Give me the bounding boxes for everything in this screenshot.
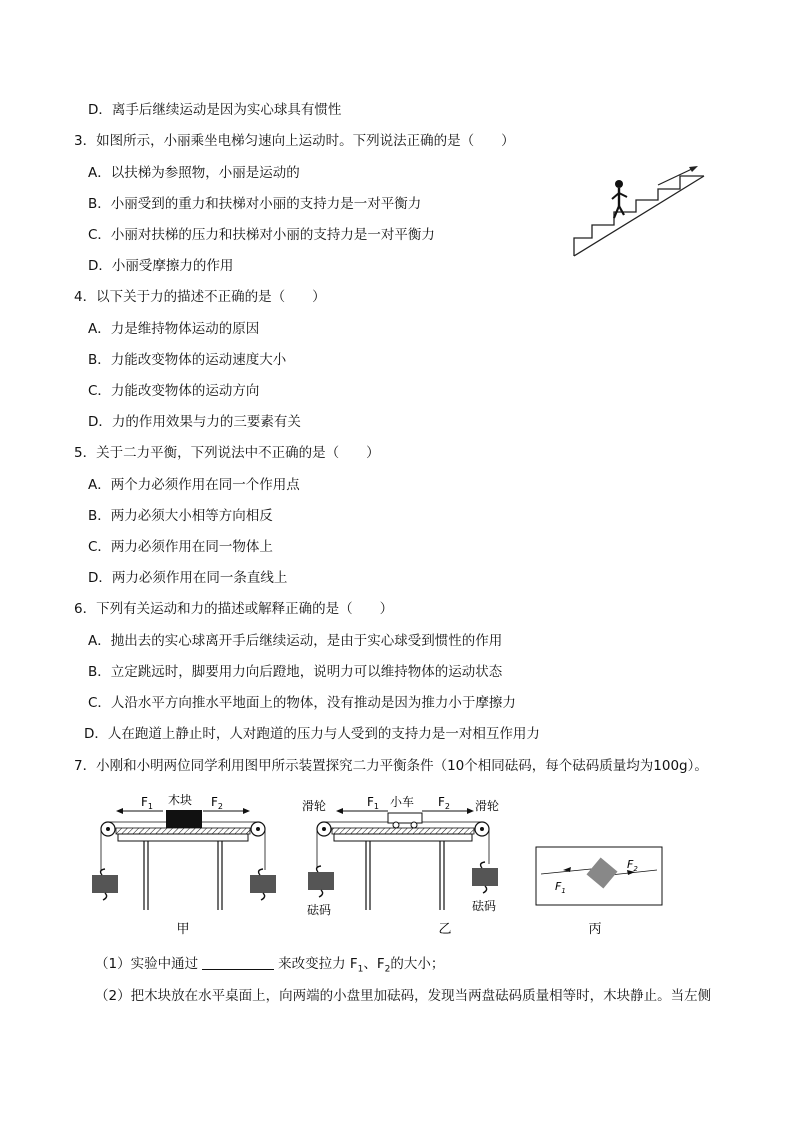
q3-option-c: C．小丽对扶梯的压力和扶梯对小丽的支持力是一对平衡力: [88, 227, 435, 243]
escalator-figure: [570, 162, 715, 260]
figure-bing: [535, 846, 665, 938]
q3-option-a: A．以扶梯为参照物，小丽是运动的: [88, 165, 300, 181]
q6-option-c: C．人沿水平方向推水平地面上的物体，没有推动是因为推力小于摩擦力: [88, 695, 516, 711]
jia-caption: 甲: [176, 922, 190, 937]
yi-weight-left-label: 砝码: [307, 903, 332, 917]
yi-cart-label: 小车: [390, 795, 415, 809]
q5-option-b: B．两力必须大小相等方向相反: [88, 508, 273, 524]
q4-option-d: D．力的作用效果与力的三要素有关: [88, 414, 301, 430]
q3-stem: 3．如图所示，小丽乘坐电梯匀速向上运动时。下列说法正确的是（ ）: [74, 133, 515, 149]
q2-option-d: D．离手后继续运动是因为实心球具有惯性: [88, 102, 342, 118]
yi-f1-label: $F_1$: [367, 795, 379, 811]
q6-stem: 6．下列有关运动和力的描述或解释正确的是（ ）: [74, 601, 394, 617]
wooden-block: [166, 810, 202, 828]
yi-pulley-right-label: 滑轮: [475, 799, 500, 813]
q6-option-b: B．立定跳远时，脚要用力向后蹬地，说明力可以维持物体的运动状态: [88, 664, 503, 680]
q3-option-d: D．小丽受摩擦力的作用: [88, 258, 234, 274]
jia-block-label: 木块: [168, 793, 193, 807]
yi-weight-right-label: 砝码: [472, 899, 497, 913]
q7-sub1-blank: [202, 955, 274, 970]
q5-option-d: D．两力必须作用在同一条直线上: [88, 570, 288, 586]
q5-option-a: A．两个力必须作用在同一个作用点: [88, 477, 300, 493]
bing-caption: 丙: [588, 922, 602, 937]
q6-option-a: A．抛出去的实心球离开手后继续运动，是由于实心球受到惯性的作用: [88, 633, 503, 649]
q5-option-c: C．两力必须作用在同一物体上: [88, 539, 273, 555]
weight-left: [92, 875, 118, 893]
figure-yi: [300, 788, 510, 938]
bing-f2-label: $F_2$: [627, 858, 638, 873]
q6-option-d: D．人在跑道上静止时，人对跑道的压力与人受到的支持力是一对相互作用力: [84, 726, 540, 742]
q4-option-c: C．力能改变物体的运动方向: [88, 383, 260, 399]
cart: [388, 813, 422, 823]
q4-option-b: B．力能改变物体的运动速度大小: [88, 352, 287, 368]
q7-sub2: （2）把木块放在水平桌面上，向两端的小盘里加砝码，发现当两盘砝码质量相等时，木块静止。当左侧: [95, 988, 712, 1004]
bing-f1-label: $F_1$: [555, 880, 566, 895]
yi-f2-label: $F_2$: [438, 795, 450, 811]
jia-f2-label: $F_2$: [211, 795, 223, 811]
yi-caption: 乙: [438, 922, 452, 937]
figure-jia: [88, 788, 278, 938]
jia-f1-label: $F_1$: [141, 795, 153, 811]
q7-sub1: （1）实验中通过 来改变拉力 $F_1$、$F_2$的大小；: [95, 956, 445, 975]
q5-stem: 5．关于二力平衡，下列说法中不正确的是（ ）: [74, 445, 380, 461]
q4-option-a: A．力是维持物体运动的原因: [88, 321, 260, 337]
q3-option-b: B．小丽受到的重力和扶梯对小丽的支持力是一对平衡力: [88, 196, 422, 212]
q4-stem: 4．以下关于力的描述不正确的是（ ）: [74, 289, 326, 305]
weight-right: [250, 875, 276, 893]
q7-stem: 7．小刚和小明两位同学利用图甲所示装置探究二力平衡条件（10个相同砝码，每个砝码质量均为100g）。: [74, 758, 708, 774]
yi-pulley-left-label: 滑轮: [302, 799, 327, 813]
